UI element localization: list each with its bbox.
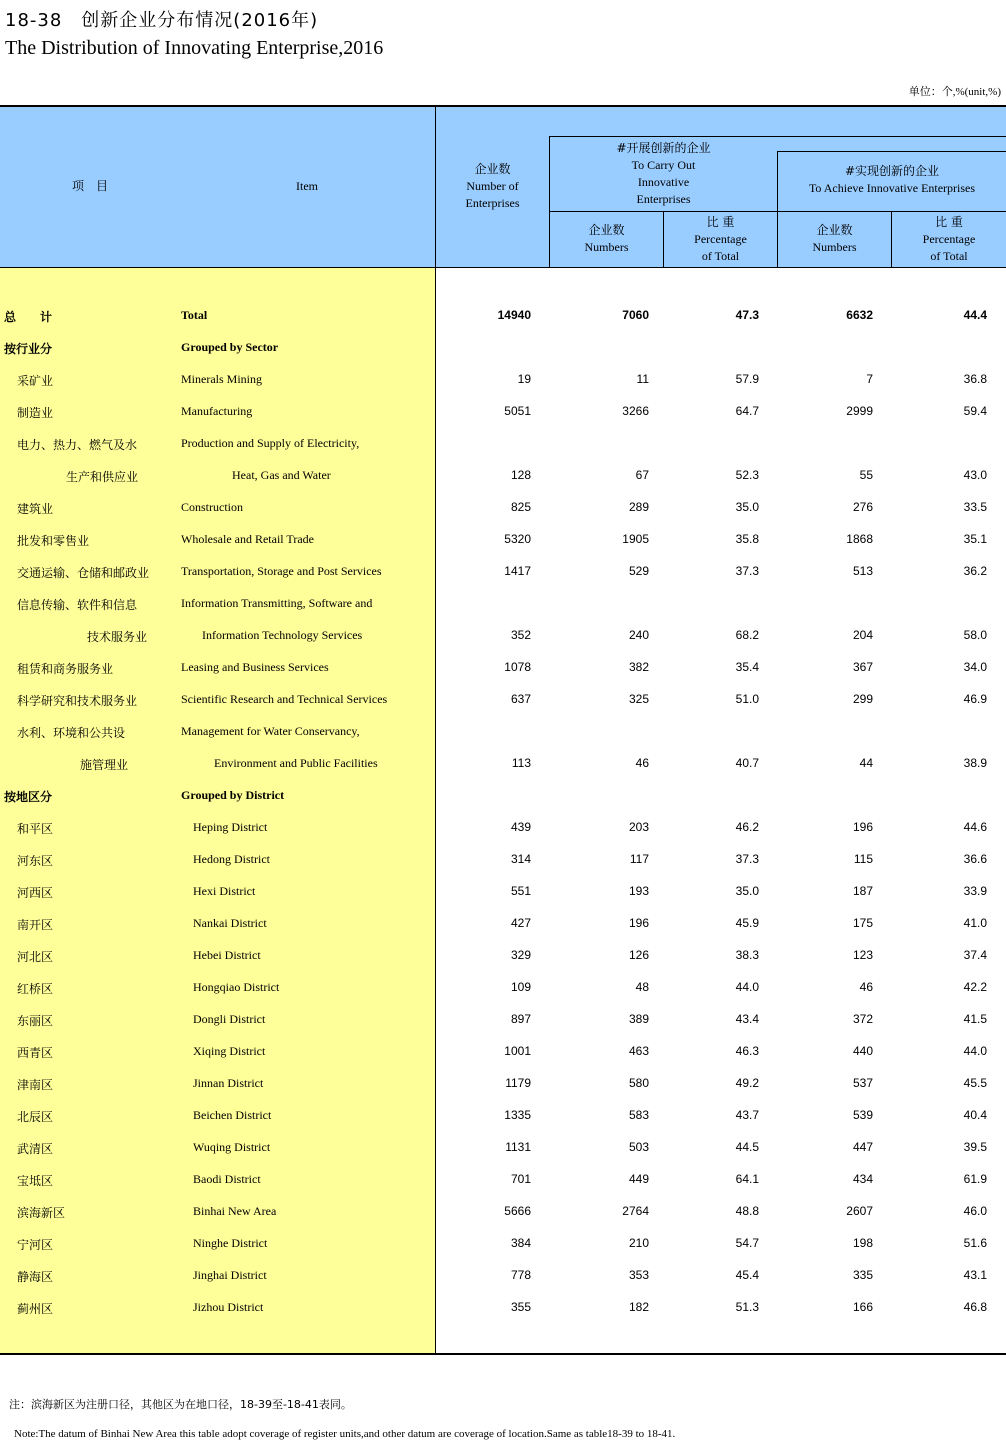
- cell-achieve-percentage: 43.0: [963, 468, 987, 482]
- cell-enterprises: 5320: [504, 532, 531, 546]
- row-label-cn: 南开区: [17, 918, 54, 932]
- table-row: [0, 331, 1006, 363]
- table-row: [0, 459, 1006, 491]
- table-row: [0, 1099, 1006, 1131]
- table-row: [0, 651, 1006, 683]
- table-bottom-border: [0, 1353, 1006, 1355]
- cell-achieve-percentage: 59.4: [963, 404, 987, 418]
- cell-carry-numbers: 449: [628, 1172, 649, 1186]
- table-row: [0, 1195, 1006, 1227]
- cell-enterprises: 113: [511, 756, 531, 770]
- row-label-en: Management for Water Conservancy,: [181, 724, 360, 738]
- cell-enterprises: 1417: [504, 564, 531, 578]
- row-label-en: Hexi District: [193, 884, 256, 898]
- header-carry-numbers: 企业数 Numbers: [584, 223, 629, 254]
- cell-carry-numbers: 11: [636, 372, 649, 386]
- table-row: [0, 395, 1006, 427]
- row-label-en: Wuqing District: [193, 1140, 271, 1154]
- cell-enterprises: 314: [510, 852, 531, 866]
- row-label-cn: 总 计: [4, 310, 53, 324]
- header-carry-out: #开展创新的企业 To Carry Out Innovative Enterprises: [616, 141, 711, 206]
- cell-achieve-percentage: 46.8: [963, 1300, 987, 1314]
- cell-achieve-percentage: 41.5: [963, 1012, 987, 1026]
- row-label-cn: 红桥区: [17, 982, 54, 996]
- table-row: [0, 299, 1006, 331]
- row-label-en: Dongli District: [193, 1012, 266, 1026]
- cell-carry-percentage: 45.9: [735, 916, 759, 930]
- row-label-cn: 交通运输、仓储和邮政业: [17, 566, 150, 580]
- table-row: [0, 491, 1006, 523]
- cell-achieve-percentage: 42.2: [963, 980, 987, 994]
- table-row: [0, 1131, 1006, 1163]
- row-label-cn: 河东区: [17, 854, 54, 868]
- table-row: [0, 555, 1006, 587]
- cell-carry-numbers: 182: [628, 1300, 649, 1314]
- cell-achieve-percentage: 36.6: [963, 852, 987, 866]
- cell-carry-numbers: 48: [635, 980, 649, 994]
- cell-achieve-numbers: 1868: [846, 532, 873, 546]
- cell-carry-numbers: 503: [628, 1140, 649, 1154]
- cell-carry-numbers: 325: [628, 692, 649, 706]
- row-label-cn: 按行业分: [4, 342, 53, 356]
- cell-carry-numbers: 389: [628, 1012, 649, 1026]
- cell-enterprises: 1335: [504, 1108, 531, 1122]
- header-item-cn: 项 目: [71, 179, 108, 193]
- cell-enterprises: 1078: [504, 660, 531, 674]
- row-label-en: Leasing and Business Services: [181, 660, 329, 674]
- cell-achieve-percentage: 58.0: [963, 628, 987, 642]
- table-row: [0, 907, 1006, 939]
- row-label-cn: 技术服务业: [87, 630, 148, 644]
- cell-achieve-percentage: 44.4: [963, 308, 987, 322]
- cell-enterprises: 5666: [504, 1204, 531, 1218]
- row-label-en: Ninghe District: [193, 1236, 268, 1250]
- header-divider: [549, 136, 1006, 137]
- cell-carry-numbers: 353: [628, 1268, 649, 1282]
- header-divider: [777, 151, 1006, 152]
- cell-enterprises: 551: [510, 884, 531, 898]
- row-label-cn: 东丽区: [17, 1014, 54, 1028]
- cell-carry-percentage: 45.4: [735, 1268, 759, 1282]
- cell-carry-percentage: 38.3: [735, 948, 759, 962]
- cell-carry-percentage: 54.7: [735, 1236, 759, 1250]
- table-row: [0, 1003, 1006, 1035]
- cell-carry-numbers: 126: [628, 948, 649, 962]
- cell-achieve-percentage: 40.4: [963, 1108, 987, 1122]
- cell-achieve-numbers: 299: [852, 692, 873, 706]
- cell-achieve-numbers: 440: [852, 1044, 873, 1058]
- row-label-en: Baodi District: [193, 1172, 261, 1186]
- cell-achieve-percentage: 36.2: [963, 564, 987, 578]
- table-row: [0, 939, 1006, 971]
- cell-achieve-percentage: 33.5: [963, 500, 987, 514]
- table-row: [0, 1067, 1006, 1099]
- cell-achieve-percentage: 34.0: [963, 660, 987, 674]
- cell-enterprises: 109: [510, 980, 531, 994]
- table-row: [0, 1227, 1006, 1259]
- cell-carry-numbers: 7060: [622, 308, 649, 322]
- cell-achieve-percentage: 37.4: [963, 948, 987, 962]
- row-label-cn: 按地区分: [4, 790, 53, 804]
- row-label-en: Scientific Research and Technical Services: [181, 692, 388, 706]
- cell-enterprises: 439: [510, 820, 531, 834]
- row-label-cn: 和平区: [17, 822, 54, 836]
- cell-achieve-numbers: 537: [852, 1076, 873, 1090]
- cell-carry-numbers: 463: [628, 1044, 649, 1058]
- cell-carry-percentage: 44.5: [735, 1140, 759, 1154]
- cell-enterprises: 352: [510, 628, 531, 642]
- cell-achieve-numbers: 372: [852, 1012, 873, 1026]
- cell-carry-percentage: 48.8: [735, 1204, 759, 1218]
- cell-carry-percentage: 37.3: [735, 852, 759, 866]
- cell-carry-numbers: 289: [628, 500, 649, 514]
- row-label-cn: 采矿业: [17, 374, 54, 388]
- cell-carry-numbers: 382: [628, 660, 649, 674]
- row-label-en: Hongqiao District: [193, 980, 280, 994]
- cell-enterprises: 355: [510, 1300, 531, 1314]
- table-row: [0, 427, 1006, 459]
- cell-achieve-numbers: 44: [859, 756, 873, 770]
- cell-carry-percentage: 57.9: [735, 372, 759, 386]
- cell-achieve-numbers: 166: [852, 1300, 873, 1314]
- cell-enterprises: 128: [510, 468, 531, 482]
- table-row: [0, 779, 1006, 811]
- cell-enterprises: 701: [510, 1172, 531, 1186]
- row-label-en: Information Transmitting, Software and: [181, 596, 373, 610]
- row-label-cn: 宝坻区: [17, 1174, 54, 1188]
- table-row: [0, 843, 1006, 875]
- row-label-en: Transportation, Storage and Post Services: [181, 564, 382, 578]
- cell-achieve-numbers: 7: [866, 372, 873, 386]
- row-label-cn: 津南区: [17, 1078, 54, 1092]
- table-row: [0, 747, 1006, 779]
- cell-achieve-numbers: 115: [853, 852, 873, 866]
- row-label-en: Hebei District: [193, 948, 261, 962]
- cell-achieve-numbers: 196: [852, 820, 873, 834]
- table-row: [0, 875, 1006, 907]
- unit-note: 单位：个,%(unit,%): [908, 86, 1001, 98]
- cell-carry-percentage: 35.8: [735, 532, 759, 546]
- cell-enterprises: 1131: [505, 1140, 531, 1154]
- row-label-en: Xiqing District: [193, 1044, 266, 1058]
- row-label-cn: 建筑业: [17, 502, 54, 516]
- cell-carry-percentage: 64.7: [735, 404, 759, 418]
- cell-carry-percentage: 43.4: [735, 1012, 759, 1026]
- cell-carry-numbers: 1905: [622, 532, 649, 546]
- row-label-cn: 北辰区: [17, 1110, 54, 1124]
- cell-carry-percentage: 43.7: [735, 1108, 759, 1122]
- row-label-en: Environment and Public Facilities: [214, 756, 378, 770]
- row-label-cn: 施管理业: [80, 758, 129, 772]
- cell-carry-numbers: 2764: [622, 1204, 649, 1218]
- cell-enterprises: 5051: [504, 404, 531, 418]
- cell-carry-percentage: 47.3: [735, 308, 759, 322]
- table-row: [0, 1259, 1006, 1291]
- row-label-en: Manufacturing: [181, 404, 253, 418]
- cell-achieve-numbers: 55: [859, 468, 873, 482]
- table-row: [0, 1163, 1006, 1195]
- cell-carry-numbers: 583: [628, 1108, 649, 1122]
- cell-enterprises: 329: [510, 948, 531, 962]
- row-label-en: Jizhou District: [193, 1300, 264, 1314]
- table-row: [0, 523, 1006, 555]
- cell-carry-numbers: 46: [635, 756, 649, 770]
- cell-carry-numbers: 529: [628, 564, 649, 578]
- cell-achieve-numbers: 2607: [846, 1204, 873, 1218]
- row-label-en: Grouped by District: [181, 788, 285, 802]
- cell-carry-percentage: 68.2: [735, 628, 759, 642]
- cell-carry-percentage: 46.2: [735, 820, 759, 834]
- cell-achieve-numbers: 276: [852, 500, 873, 514]
- table-row: [0, 715, 1006, 747]
- cell-enterprises: 637: [510, 692, 531, 706]
- row-label-en: Beichen District: [193, 1108, 272, 1122]
- cell-carry-percentage: 35.0: [735, 884, 759, 898]
- footnote-en: Note:The datum of Binhai New Area this table adopt coverage of register units,and other datum are coverage of location.Same as table18-39 to 18-41.: [14, 1428, 676, 1440]
- cell-enterprises: 14940: [497, 308, 531, 322]
- cell-carry-percentage: 64.1: [735, 1172, 759, 1186]
- table-row: [0, 363, 1006, 395]
- cell-carry-numbers: 210: [628, 1236, 649, 1250]
- row-label-cn: 批发和零售业: [17, 534, 90, 548]
- cell-carry-percentage: 49.2: [735, 1076, 759, 1090]
- table-row: [0, 1035, 1006, 1067]
- row-label-cn: 信息传输、软件和信息: [17, 598, 138, 612]
- cell-achieve-numbers: 447: [852, 1140, 873, 1154]
- cell-achieve-numbers: 434: [852, 1172, 873, 1186]
- cell-enterprises: 778: [510, 1268, 531, 1282]
- row-label-cn: 制造业: [17, 406, 54, 420]
- table-row: [0, 587, 1006, 619]
- header-bottom-border: [0, 267, 1006, 268]
- row-label-en: Jinghai District: [193, 1268, 267, 1282]
- row-label-cn: 静海区: [17, 1270, 54, 1284]
- header-item-en: Item: [296, 179, 318, 193]
- cell-carry-percentage: 51.0: [735, 692, 759, 706]
- cell-achieve-percentage: 33.9: [963, 884, 987, 898]
- header-carry-percentage: 比 重 Percentage of Total: [694, 215, 747, 263]
- cell-carry-numbers: 3266: [622, 404, 649, 418]
- footnote-cn: 注：滨海新区为注册口径，其他区为在地口径，18-39至-18-41表同。: [9, 1398, 352, 1411]
- cell-carry-numbers: 196: [628, 916, 649, 930]
- cell-carry-numbers: 580: [628, 1076, 649, 1090]
- cell-achieve-percentage: 43.1: [963, 1268, 987, 1282]
- header-achieve-percentage: 比 重 Percentage of Total: [922, 215, 976, 263]
- cell-enterprises: 1179: [505, 1076, 531, 1090]
- table-row: [0, 1291, 1006, 1323]
- row-label-cn: 租赁和商务服务业: [17, 662, 114, 676]
- table-row: [0, 619, 1006, 651]
- row-label-en: Information Technology Services: [202, 628, 363, 642]
- cell-carry-percentage: 40.7: [735, 756, 759, 770]
- row-label-en: Construction: [181, 500, 243, 514]
- table-row: [0, 683, 1006, 715]
- cell-achieve-numbers: 123: [852, 948, 873, 962]
- cell-achieve-numbers: 513: [852, 564, 873, 578]
- table-top-border: [0, 105, 1006, 107]
- table-row: [0, 971, 1006, 1003]
- cell-enterprises: 897: [510, 1012, 531, 1026]
- row-label-cn: 蓟州区: [17, 1302, 54, 1316]
- cell-carry-numbers: 117: [629, 852, 649, 866]
- cell-achieve-percentage: 36.8: [963, 372, 987, 386]
- row-label-en: Heat, Gas and Water: [232, 468, 331, 482]
- cell-achieve-percentage: 46.0: [963, 1204, 987, 1218]
- header-achieve-numbers: 企业数 Numbers: [812, 223, 857, 254]
- cell-achieve-numbers: 175: [852, 916, 873, 930]
- page-title-cn: 18-38 创新企业分布情况(2016年): [5, 10, 319, 31]
- cell-carry-percentage: 37.3: [735, 564, 759, 578]
- cell-carry-percentage: 51.3: [735, 1300, 759, 1314]
- cell-enterprises: 19: [517, 372, 531, 386]
- row-label-en: Wholesale and Retail Trade: [181, 532, 314, 546]
- header-enterprises: 企业数 Number of Enterprises: [465, 162, 520, 210]
- cell-achieve-numbers: 335: [852, 1268, 873, 1282]
- cell-enterprises: 384: [510, 1236, 531, 1250]
- cell-carry-percentage: 35.4: [735, 660, 759, 674]
- cell-achieve-percentage: 38.9: [963, 756, 987, 770]
- cell-enterprises: 825: [510, 500, 531, 514]
- cell-enterprises: 1001: [504, 1044, 531, 1058]
- cell-achieve-numbers: 198: [852, 1236, 873, 1250]
- row-label-en: Nankai District: [193, 916, 267, 930]
- row-label-cn: 电力、热力、燃气及水: [17, 438, 138, 452]
- row-label-cn: 宁河区: [17, 1238, 54, 1252]
- row-label-en: Jinnan District: [193, 1076, 264, 1090]
- cell-achieve-numbers: 367: [852, 660, 873, 674]
- cell-carry-percentage: 46.3: [735, 1044, 759, 1058]
- cell-carry-numbers: 240: [628, 628, 649, 642]
- cell-enterprises: 427: [510, 916, 531, 930]
- row-label-en: Total: [181, 308, 208, 322]
- row-label-cn: 武清区: [17, 1142, 54, 1156]
- cell-carry-numbers: 67: [635, 468, 649, 482]
- cell-achieve-percentage: 41.0: [963, 916, 987, 930]
- cell-achieve-numbers: 6632: [846, 308, 873, 322]
- row-label-en: Binhai New Area: [193, 1204, 277, 1218]
- cell-achieve-numbers: 46: [859, 980, 873, 994]
- row-label-cn: 河西区: [17, 886, 54, 900]
- table-row: [0, 811, 1006, 843]
- cell-achieve-numbers: 539: [852, 1108, 873, 1122]
- cell-achieve-percentage: 46.9: [963, 692, 987, 706]
- cell-achieve-numbers: 187: [852, 884, 873, 898]
- row-label-en: Grouped by Sector: [181, 340, 279, 354]
- cell-carry-percentage: 35.0: [735, 500, 759, 514]
- row-label-cn: 河北区: [17, 950, 54, 964]
- cell-achieve-percentage: 61.9: [963, 1172, 987, 1186]
- row-label-en: Hedong District: [193, 852, 270, 866]
- cell-carry-percentage: 52.3: [735, 468, 759, 482]
- cell-achieve-percentage: 39.5: [963, 1140, 987, 1154]
- cell-achieve-numbers: 2999: [846, 404, 873, 418]
- cell-achieve-percentage: 44.0: [963, 1044, 987, 1058]
- row-label-cn: 西青区: [17, 1046, 54, 1060]
- page-title-en: The Distribution of Innovating Enterprise,2016: [5, 37, 384, 59]
- cell-achieve-percentage: 35.1: [963, 532, 987, 546]
- row-label-en: Minerals Mining: [181, 372, 262, 386]
- row-label-en: Heping District: [193, 820, 268, 834]
- cell-carry-numbers: 193: [628, 884, 649, 898]
- header-achieve: #实现创新的企业 To Achieve Innovative Enterprises: [808, 164, 976, 195]
- row-label-en: Production and Supply of Electricity,: [181, 436, 360, 450]
- cell-carry-numbers: 203: [628, 820, 649, 834]
- row-label-cn: 生产和供应业: [66, 470, 139, 484]
- row-label-cn: 水利、环境和公共设: [17, 726, 126, 740]
- cell-achieve-numbers: 204: [852, 628, 873, 642]
- row-label-cn: 科学研究和技术服务业: [17, 694, 138, 708]
- cell-achieve-percentage: 44.6: [963, 820, 987, 834]
- cell-carry-percentage: 44.0: [735, 980, 759, 994]
- cell-achieve-percentage: 51.6: [963, 1236, 987, 1250]
- cell-achieve-percentage: 45.5: [963, 1076, 987, 1090]
- row-label-cn: 滨海新区: [17, 1206, 66, 1220]
